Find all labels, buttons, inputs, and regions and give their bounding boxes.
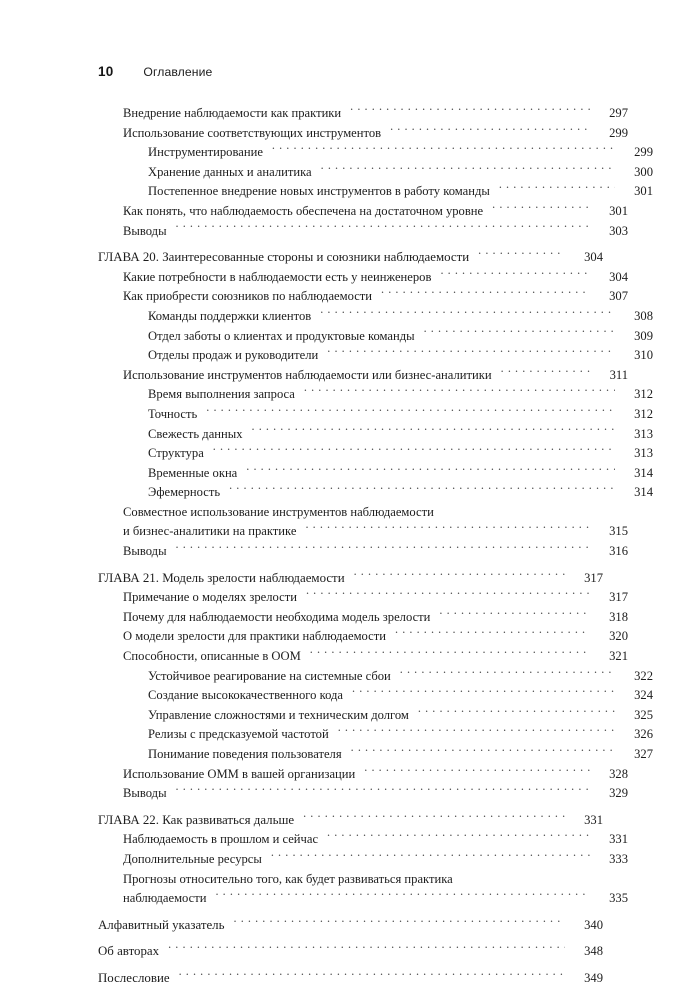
toc-dot-leader <box>501 366 590 379</box>
toc-page-number: 317 <box>609 590 628 605</box>
toc-entry-title: Выводы <box>123 544 167 559</box>
toc-entry[interactable] <box>98 686 653 706</box>
toc-dot-leader <box>310 647 590 660</box>
toc-dot-leader <box>179 969 565 982</box>
toc-page-number: 331 <box>584 812 603 827</box>
toc-entry-title: Как понять, что наблюдаемость обеспечена на достаточном уровне <box>123 203 484 218</box>
toc-page-number: 307 <box>609 289 628 304</box>
toc-entry-title: Отдел заботы о клиентах и продуктовые команды <box>148 328 415 343</box>
toc-entry-title: Алфавитный указатель <box>98 917 225 932</box>
toc-entry-title: Прогнозы относительно того, как будет развиваться практика <box>123 871 453 886</box>
toc-dot-leader <box>440 268 590 281</box>
toc-entry-title: и бизнес-аналитики на практике <box>123 524 297 539</box>
toc-entry-title: Почему для наблюдаемости необходима модель зрелости <box>123 609 431 624</box>
toc-entry-title: Примечание о моделях зрелости <box>123 590 297 605</box>
toc-entry[interactable] <box>98 287 628 307</box>
toc-dot-leader <box>352 687 615 700</box>
toc-dot-leader <box>327 347 615 360</box>
page-folio: 10 <box>98 64 114 79</box>
toc-dot-leader <box>229 484 615 497</box>
toc-entry-title: Выводы <box>123 786 167 801</box>
toc-dot-leader <box>381 288 590 301</box>
toc-dot-leader <box>418 706 615 719</box>
toc-entry-title: Время выполнения запроса <box>148 387 295 402</box>
toc-entry[interactable] <box>98 268 628 288</box>
toc-entry-title: Устойчивое реагирование на системные сбои <box>148 668 391 683</box>
toc-dot-leader <box>327 831 590 844</box>
toc-entry-title: Свежесть данных <box>148 426 243 441</box>
running-head-title: Оглавление <box>143 65 213 79</box>
toc-entry-title: Об авторах <box>98 944 160 959</box>
toc-chapter-entry[interactable] <box>98 248 603 268</box>
toc-dot-leader <box>176 785 590 798</box>
toc-page-number: 303 <box>609 223 628 238</box>
toc-page-number: 297 <box>609 106 628 120</box>
toc-dot-leader <box>499 183 615 196</box>
toc-page-number: 326 <box>634 727 653 742</box>
toc-entry-title: Эфемерность <box>148 485 221 500</box>
toc-chapter-entry[interactable] <box>98 942 603 962</box>
toc-entry-title: Отделы продаж и руководители <box>148 348 319 363</box>
toc-page-number: 301 <box>609 203 628 218</box>
toc-entry[interactable] <box>98 588 628 608</box>
toc-chapter-entry[interactable] <box>98 969 603 989</box>
toc-entry[interactable] <box>98 542 628 562</box>
toc-entry[interactable] <box>98 346 653 366</box>
toc-dot-leader <box>176 542 590 555</box>
toc-chapter-entry[interactable] <box>98 916 603 936</box>
toc-page-number: 327 <box>634 747 653 761</box>
toc-entry-title: Использование OMM в вашей организации <box>123 766 356 781</box>
toc-page-number: 333 <box>609 851 628 866</box>
toc-entry-title: ГЛАВА 21. Модель зрелости наблюдаемости <box>98 570 345 585</box>
toc-entry[interactable] <box>98 385 653 405</box>
toc-chapter-entry[interactable] <box>98 569 603 589</box>
toc-entry-title: Использование инструментов наблюдаемости или бизнес-аналитики <box>123 367 492 382</box>
toc-page-number: 329 <box>609 786 628 801</box>
toc-page-number: 322 <box>634 668 653 683</box>
toc-entry[interactable] <box>98 667 653 687</box>
toc-dot-leader <box>354 569 565 582</box>
toc-dot-leader <box>424 327 615 340</box>
toc-entry-title: ГЛАВА 20. Заинтересованные стороны и союзники наблюдаемости <box>98 250 470 265</box>
toc-chapter-entry[interactable] <box>98 811 603 831</box>
toc-entry[interactable] <box>98 182 653 202</box>
toc-entry-title: Наблюдаемость в прошлом и сейчас <box>123 832 319 847</box>
toc-entry-title: Какие потребности в наблюдаемости есть у неинженеров <box>123 269 432 284</box>
toc-entry-title: Внедрение наблюдаемости как практики <box>123 106 342 120</box>
toc-dot-leader <box>439 608 590 621</box>
toc-page-number: 317 <box>584 570 603 585</box>
toc-page-number: 314 <box>634 465 653 480</box>
toc-entry[interactable] <box>98 366 628 386</box>
toc-dot-leader <box>272 144 615 157</box>
toc-page-number: 308 <box>634 308 653 323</box>
toc-page-number: 349 <box>584 970 603 985</box>
toc-dot-leader <box>443 503 590 516</box>
toc-page-number: 304 <box>609 269 628 284</box>
toc-dot-leader <box>234 916 566 929</box>
toc-dot-leader <box>395 628 590 641</box>
toc-dot-leader <box>350 104 590 117</box>
toc-entry[interactable] <box>98 327 653 347</box>
toc-page-number: 315 <box>609 524 628 539</box>
toc-page-number: 316 <box>609 544 628 559</box>
toc-entry-title: Использование соответствующих инструментов <box>123 125 382 140</box>
toc-dot-leader <box>306 589 590 602</box>
toc-page-number: 328 <box>609 766 628 781</box>
toc-entry-title: Релизы с предсказуемой частотой <box>148 727 329 742</box>
toc-entry-title: Послесловие <box>98 970 170 985</box>
toc-entry-title: ГЛАВА 22. Как развиваться дальше <box>98 812 295 827</box>
toc-page-number: 320 <box>609 629 628 644</box>
table-of-contents <box>98 104 653 989</box>
toc-dot-leader <box>400 667 615 680</box>
toc-entry-title: Как приобрести союзников по наблюдаемости <box>123 289 373 304</box>
toc-dot-leader <box>246 464 615 477</box>
toc-entry[interactable] <box>98 202 628 222</box>
toc-page-number: 321 <box>609 649 628 664</box>
toc-entry[interactable] <box>98 889 628 909</box>
toc-entry[interactable] <box>98 608 628 628</box>
toc-dot-leader <box>305 523 590 536</box>
toc-entry[interactable] <box>98 725 653 745</box>
toc-entry[interactable] <box>98 745 653 765</box>
toc-entry-title: Способности, описанные в OOM <box>123 649 301 664</box>
toc-entry[interactable] <box>98 444 653 464</box>
toc-entry-title: Совместное использование инструментов наблюдаемости <box>123 504 434 519</box>
toc-entry[interactable] <box>98 104 628 124</box>
toc-page-number: 324 <box>634 688 653 703</box>
toc-entry-title: Дополнительные ресурсы <box>123 851 262 866</box>
toc-dot-leader <box>338 726 615 739</box>
toc-entry[interactable] <box>98 503 628 523</box>
toc-page-number: 310 <box>634 348 653 363</box>
toc-entry[interactable] <box>98 425 653 445</box>
toc-dot-leader <box>390 124 590 137</box>
toc-page-number: 312 <box>634 406 653 421</box>
toc-dot-leader <box>492 202 590 215</box>
toc-entry[interactable] <box>98 627 628 647</box>
toc-dot-leader <box>320 307 615 320</box>
toc-entry[interactable] <box>98 522 628 542</box>
toc-entry[interactable] <box>98 163 653 183</box>
toc-page-number: 311 <box>609 367 628 382</box>
toc-dot-leader <box>304 386 615 399</box>
toc-entry-title: Постепенное внедрение новых инструментов в работу команды <box>148 184 490 199</box>
toc-entry[interactable] <box>98 307 653 327</box>
toc-entry-title: Понимание поведения пользователя <box>148 747 342 761</box>
toc-entry[interactable] <box>98 765 628 785</box>
toc-entry-title: Инструментирование <box>148 145 263 160</box>
toc-page-number: 335 <box>609 891 628 906</box>
toc-page-number: 314 <box>634 485 653 500</box>
toc-page-number: 348 <box>584 944 603 959</box>
toc-dot-leader <box>321 163 615 176</box>
toc-page-number: 313 <box>634 426 653 441</box>
toc-dot-leader <box>176 222 590 235</box>
toc-page-number: 313 <box>634 446 653 461</box>
toc-entry[interactable] <box>98 483 653 503</box>
toc-page-number: 299 <box>609 125 628 140</box>
toc-page-number: 325 <box>634 707 653 722</box>
toc-entry[interactable] <box>98 850 628 870</box>
toc-dot-leader <box>462 870 590 883</box>
toc-entry[interactable] <box>98 647 628 667</box>
toc-entry-title: наблюдаемости <box>123 891 207 906</box>
toc-entry[interactable] <box>98 784 628 804</box>
toc-entry-title: Команды поддержки клиентов <box>148 308 312 323</box>
toc-entry-title: Выводы <box>123 223 167 238</box>
toc-dot-leader <box>271 850 590 863</box>
toc-entry[interactable] <box>98 143 653 163</box>
toc-entry[interactable] <box>98 405 653 425</box>
toc-entry-title: Точность <box>148 406 198 421</box>
toc-entry[interactable] <box>98 870 628 890</box>
toc-dot-leader <box>215 890 590 903</box>
toc-entry-title: Управление сложностями и техническим долгом <box>148 707 409 722</box>
toc-dot-leader <box>252 425 615 438</box>
toc-entry[interactable] <box>98 830 628 850</box>
toc-entry[interactable] <box>98 706 653 726</box>
toc-page-number: 301 <box>634 184 653 199</box>
toc-dot-leader <box>303 811 565 824</box>
toc-entry[interactable] <box>98 124 628 144</box>
toc-page-number: 300 <box>634 164 653 179</box>
toc-entry-title: О модели зрелости для практики наблюдаемости <box>123 629 386 644</box>
running-head <box>98 64 212 79</box>
toc-dot-leader <box>364 765 590 778</box>
toc-page-number: 309 <box>634 328 653 343</box>
toc-dot-leader <box>206 405 615 418</box>
toc-page-number: 304 <box>584 250 603 265</box>
toc-entry-title: Создание высококачественного кода <box>148 688 344 703</box>
toc-page-number: 331 <box>609 832 628 847</box>
toc-entry-title: Структура <box>148 446 204 461</box>
toc-dot-leader <box>351 745 615 758</box>
toc-dot-leader <box>213 445 615 458</box>
toc-entry-title: Хранение данных и аналитика <box>148 164 312 179</box>
toc-dot-leader <box>168 942 565 955</box>
toc-page-number: 299 <box>634 145 653 160</box>
toc-dot-leader <box>478 248 565 261</box>
toc-page-number: 340 <box>584 917 603 932</box>
toc-entry-title: Временные окна <box>148 465 238 480</box>
toc-entry[interactable] <box>98 222 628 242</box>
toc-page-number: 312 <box>634 387 653 402</box>
toc-page-number: 318 <box>609 609 628 624</box>
toc-entry[interactable] <box>98 464 653 484</box>
